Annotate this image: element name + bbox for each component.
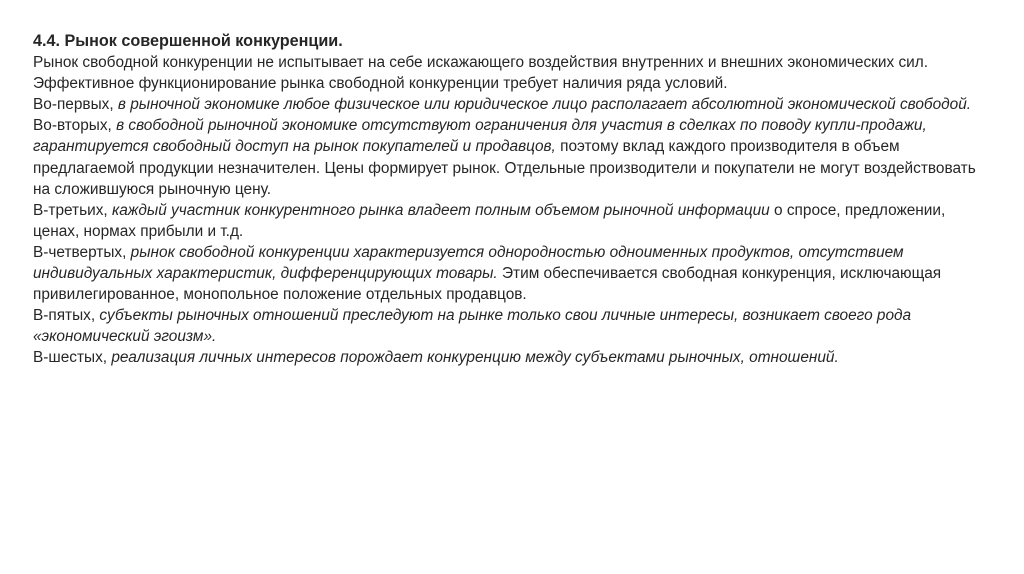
condition-paragraph-5 [33, 305, 995, 347]
condition-emphasis: в свободной рыночной экономике отсутствуют ограничения для участия в сделках по поводу купли-продажи, гарантируется свободный доступ на рынок покупателей и продавцов, [33, 117, 927, 156]
condition-lead: В-шестых, [33, 349, 112, 367]
condition-rest: о спросе, предложении, ценах, нормах прибыли и т.д. [33, 201, 946, 240]
condition-lead: Во-первых, [33, 96, 118, 114]
condition-paragraph-1 [33, 94, 995, 115]
condition-paragraph-4 [33, 242, 995, 305]
condition-lead: В-четвертых, [33, 243, 131, 261]
condition-emphasis: реализация личных интересов порождает конкуренцию между субъектами рыночных, отношений. [111, 349, 839, 367]
slide-content [33, 31, 995, 369]
condition-emphasis: каждый участник конкурентного рынка владеет полным объемом рыночной информации [111, 201, 770, 219]
condition-emphasis: рынок свободной конкуренции характеризуется однородностью одноименных продуктов, отсутствием индивидуальных характеристик, дифференцирующих товары. [33, 243, 904, 283]
slide-title: 4.4. Рынок совершенной конкуренции. [33, 32, 343, 50]
condition-emphasis: в рыночной экономике любое физическое или юридическое лицо располагает абсолютной экономической свободой. [117, 96, 972, 114]
condition-rest: поэтому вклад каждого производителя в объем предлагаемой продукции незначителен. Цены формирует рынок. Отдельные производители и покупатели не могут воздействовать на сложившуюся рыночную цену. [33, 138, 976, 198]
condition-lead: Во-вторых, [33, 117, 117, 135]
condition-lead: В-пятых, [33, 307, 100, 325]
condition-rest: Этим обеспечивается свободная конкуренция, исключающая привилегированное, монопольное положение отдельных продавцов. [33, 265, 942, 304]
intro-paragraph: Рынок свободной конкуренции не испытывает на себе искажающего воздействия внутренних и внешних экономических сил. Эффективное функционирование рынка свободной конкуренции требует наличия ряда условий. [33, 54, 929, 93]
condition-lead: В-третьих, [33, 201, 112, 219]
condition-emphasis: субъекты рыночных отношений преследуют на рынке только свои личные интересы, возникает своего рода «экономический эгоизм». [33, 307, 912, 346]
condition-paragraph-6 [33, 347, 995, 368]
condition-paragraph-2 [33, 115, 995, 199]
condition-paragraph-3 [33, 200, 995, 242]
